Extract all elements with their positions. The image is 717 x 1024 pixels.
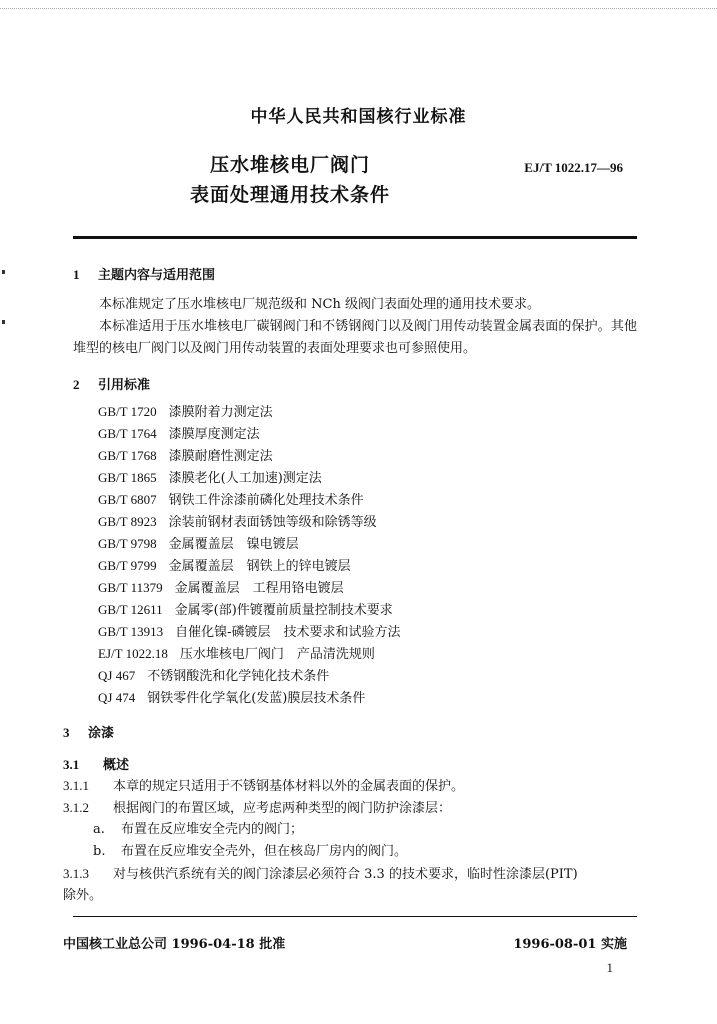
section-number: 1 — [73, 267, 80, 282]
section-number: 2 — [73, 377, 80, 392]
clause-number: 3.1.3 — [63, 866, 89, 881]
reference-item — [98, 448, 273, 465]
reference-title: 压水堆核电厂阀门 产品清洗规则 — [179, 647, 375, 662]
reference-code: GB/T 1768 — [98, 448, 157, 463]
clause-text: 对与核供汽系统有关的阀门涂漆层必须符合 3.3 的技术要求，临时性涂漆层(PIT) — [113, 867, 578, 882]
list-label: a. — [93, 822, 105, 837]
reference-title: 自催化镍-磷镀层 技术要求和试验方法 — [175, 625, 401, 640]
clause-3-1-3 — [63, 866, 578, 883]
clause-number: 3.1.2 — [63, 800, 89, 815]
document-title-line2: 表面处理通用技术条件 — [189, 184, 390, 206]
section-2-heading — [73, 374, 150, 393]
reference-code: GB/T 12611 — [98, 602, 163, 617]
reference-item — [98, 602, 393, 619]
standard-code: EJ/T 1022.17—96 — [524, 160, 623, 175]
reference-title: 金属零(部)件镀覆前质量控制技术要求 — [174, 603, 393, 618]
list-item-a — [93, 822, 303, 838]
section-number: 3 — [63, 725, 70, 740]
reference-code: GB/T 1720 — [98, 404, 157, 419]
list-text: 布置在反应堆安全壳外，但在核岛厂房内的阀门。 — [121, 844, 408, 859]
reference-item — [98, 514, 377, 531]
reference-title: 漆膜耐磨性测定法 — [168, 449, 273, 464]
reference-title: 金属覆盖层 钢铁上的锌电镀层 — [168, 559, 351, 574]
list-text: 布置在反应堆安全壳内的阀门； — [121, 822, 304, 837]
clause-3-1-2 — [63, 800, 451, 817]
page-number: 1 — [606, 960, 613, 975]
reference-code: QJ 467 — [98, 668, 136, 683]
section-3-heading — [63, 722, 114, 741]
reference-code: GB/T 9798 — [98, 536, 157, 551]
standard-title: 中华人民共和国核行业标准 — [250, 107, 467, 127]
reference-code: GB/T 1764 — [98, 426, 157, 441]
reference-item — [98, 668, 329, 685]
section-1-paragraph-1: 本标准规定了压水堆核电厂规范级和 NCh 级阀门表面处理的通用技术要求。 — [99, 297, 540, 312]
reference-item — [98, 580, 344, 597]
reference-code: EJ/T 1022.18 — [98, 646, 168, 661]
header-divider — [73, 236, 637, 239]
subsection-3-1-heading — [63, 754, 129, 773]
reference-item — [98, 646, 375, 663]
subsection-number: 3.1 — [63, 757, 80, 772]
reference-code: GB/T 9799 — [98, 558, 157, 573]
reference-title: 金属覆盖层 工程用铬电镀层 — [174, 581, 344, 596]
reference-title: 钢铁零件化学氧化(发蓝)膜层技术条件 — [147, 691, 366, 706]
approval-date: 中国核工业总公司 1996-04-18 批准 — [63, 937, 286, 952]
footer-divider — [73, 916, 637, 917]
reference-code: GB/T 13913 — [98, 624, 164, 639]
section-1-heading — [73, 264, 215, 283]
list-item-b — [93, 844, 407, 860]
reference-title: 漆膜附着力测定法 — [168, 405, 273, 420]
clause-3-1-1 — [63, 778, 464, 795]
reference-code: GB/T 1865 — [98, 470, 157, 485]
section-1-paragraph-2: 本标准适用于压水堆核电厂碳钢阀门和不锈钢阀门以及阀门用传动装置金属表面的保护。其他堆型的核电厂阀门以及阀门用传动装置的表面处理要求也可参照使用。 — [73, 319, 637, 356]
effective-date: 1996-08-01 实施 — [513, 937, 627, 952]
reference-title: 涂装前钢材表面锈蚀等级和除锈等级 — [168, 515, 377, 530]
scan-mark — [2, 270, 5, 274]
reference-item — [98, 470, 322, 487]
section-title: 引用标准 — [98, 378, 151, 393]
reference-item — [98, 536, 299, 553]
reference-title: 金属覆盖层 镍电镀层 — [168, 537, 299, 552]
section-title: 主题内容与适用范围 — [98, 268, 216, 283]
reference-title: 钢铁工件涂漆前磷化处理技术条件 — [168, 493, 364, 508]
scan-mark — [2, 320, 5, 324]
clause-text: 本章的规定只适用于不锈钢基体材料以外的金属表面的保护。 — [113, 779, 465, 794]
section-title: 涂漆 — [88, 726, 115, 741]
reference-item — [98, 624, 401, 641]
reference-item — [98, 426, 260, 443]
clause-text: 根据阀门的布置区域，应考虑两种类型的阀门防护涂漆层： — [113, 801, 452, 816]
document-title-line1: 压水堆核电厂阀门 — [209, 154, 370, 176]
reference-code: QJ 474 — [98, 690, 136, 705]
reference-item — [98, 492, 364, 509]
list-label: b. — [93, 844, 106, 859]
reference-item — [98, 404, 273, 421]
reference-code: GB/T 6807 — [98, 492, 157, 507]
subsection-title: 概述 — [103, 758, 130, 773]
reference-code: GB/T 11379 — [98, 580, 163, 595]
reference-item — [98, 558, 351, 575]
reference-code: GB/T 8923 — [98, 514, 157, 529]
reference-title: 漆膜厚度测定法 — [168, 427, 260, 442]
reference-item — [98, 690, 365, 707]
scan-artifact-line — [0, 8, 717, 10]
clause-3-1-3-continuation: 除外。 — [63, 888, 103, 903]
reference-title: 漆膜老化(人工加速)测定法 — [168, 471, 322, 486]
clause-number: 3.1.1 — [63, 778, 89, 793]
reference-title: 不锈钢酸洗和化学钝化技术条件 — [147, 669, 330, 684]
